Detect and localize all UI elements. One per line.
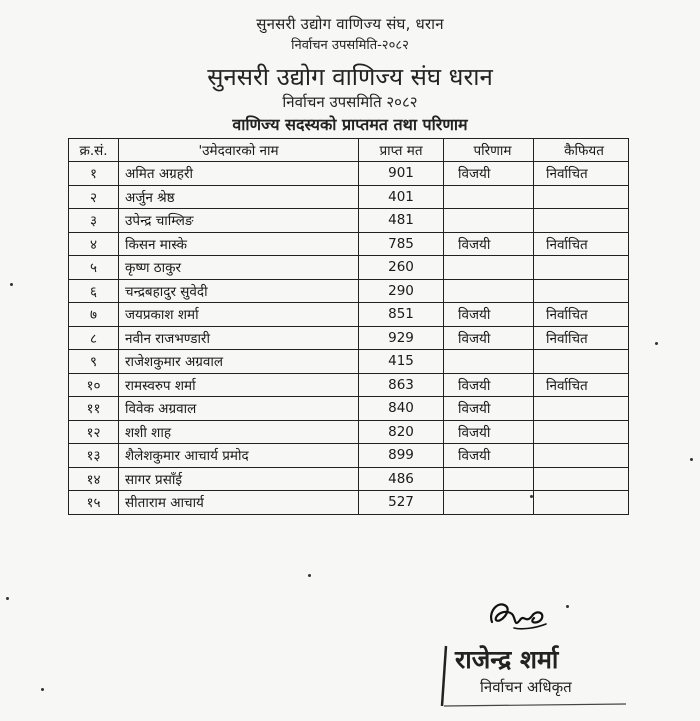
cell-result [444,256,534,280]
results-table [68,138,629,515]
cell-votes: 785 [359,232,444,256]
table-row [69,444,629,468]
scan-speck [41,688,44,691]
cell-candidate-name: जयप्रकाश शर्मा [119,303,359,327]
cell-result: विजयी [444,397,534,421]
table-row [69,185,629,209]
cell-remark [534,209,629,233]
cell-sn: ५ [69,256,119,280]
scan-speck [10,283,13,286]
cell-result [444,279,534,303]
cell-result: विजयी [444,303,534,327]
table-row [69,467,629,491]
cell-votes: 820 [359,420,444,444]
cell-remark: निर्वाचित [534,326,629,350]
subcommittee-title: निर्वाचन उपसमिति २०८२ [282,93,418,111]
cell-candidate-name: किसन मास्के [119,232,359,256]
cell-candidate-name: शैलेशकुमार आचार्य प्रमोद [119,444,359,468]
cell-votes: 401 [359,185,444,209]
table-header-row [69,139,629,162]
table-row [69,256,629,280]
cell-sn: ९ [69,350,119,374]
column-header-name: 'उमेदवारको नाम [119,139,359,162]
cell-sn: ६ [69,279,119,303]
cell-candidate-name: कृष्ण ठाकुर [119,256,359,280]
scan-speck [690,458,693,461]
cell-sn: ११ [69,397,119,421]
cell-candidate-name: रामस्वरुप शर्मा [119,373,359,397]
cell-remark [534,279,629,303]
cell-result: विजयी [444,420,534,444]
cell-candidate-name: नवीन राजभण्डारी [119,326,359,350]
table-row [69,326,629,350]
cell-sn: १२ [69,420,119,444]
table-row [69,420,629,444]
cell-sn: १ [69,162,119,186]
cell-sn: १५ [69,491,119,515]
cell-remark [534,444,629,468]
cell-candidate-name: अमित अग्रहरी [119,162,359,186]
cell-remark [534,420,629,444]
table-row [69,373,629,397]
cell-candidate-name: उपेन्द्र चाम्लिङ [119,209,359,233]
cell-votes: 260 [359,256,444,280]
table-row [69,279,629,303]
stamp-organization: सुनसरी उद्योग वाणिज्य संघ, धरान [256,15,444,33]
scan-speck [6,597,9,600]
cell-votes: 840 [359,397,444,421]
document-title: वाणिज्य सदस्यको प्राप्तमत तथा परिणाम [232,115,468,134]
cell-candidate-name: अर्जुन श्रेष्ठ [119,185,359,209]
table-row [69,397,629,421]
cell-result [444,350,534,374]
cell-sn: ३ [69,209,119,233]
cell-votes: 290 [359,279,444,303]
cell-remark: निर्वाचित [534,303,629,327]
cell-remark [534,350,629,374]
table-row [69,303,629,327]
column-header-sn: क्र.सं. [69,139,119,162]
signatory-role: निर्वाचन अधिकृत [480,678,572,696]
cell-sn: ७ [69,303,119,327]
cell-remark: निर्वाचित [534,162,629,186]
cell-remark [534,467,629,491]
cell-remark [534,256,629,280]
cell-result: विजयी [444,373,534,397]
cell-votes: 901 [359,162,444,186]
cell-result [444,209,534,233]
cell-result [444,185,534,209]
cell-votes: 486 [359,467,444,491]
cell-result [444,491,534,515]
organization-title: सुनसरी उद्योग वाणिज्य संघ धरान [207,63,493,91]
scan-speck [655,342,658,345]
cell-candidate-name: शशी शाह [119,420,359,444]
scan-speck [308,574,311,577]
cell-candidate-name: चन्द्रबहादुर सुवेदी [119,279,359,303]
cell-votes: 863 [359,373,444,397]
cell-remark [534,491,629,515]
cell-sn: ४ [69,232,119,256]
cell-sn: १० [69,373,119,397]
cell-remark: निर्वाचित [534,232,629,256]
cell-votes: 851 [359,303,444,327]
column-header-votes: प्राप्त मत [359,139,444,162]
cell-result: विजयी [444,444,534,468]
cell-votes: 929 [359,326,444,350]
column-header-remark: कैफियत [534,139,629,162]
stamp-subcommittee: निर्वाचन उपसमिति-२०८२ [291,38,409,53]
cell-result: विजयी [444,232,534,256]
cell-remark [534,185,629,209]
column-header-result: परिणाम [444,139,534,162]
table-row [69,232,629,256]
signatory-name: राजेन्द्र शर्मा [455,645,559,674]
cell-remark: निर्वाचित [534,373,629,397]
cell-remark [534,397,629,421]
cell-sn: १३ [69,444,119,468]
cell-sn: २ [69,185,119,209]
cell-result: विजयी [444,326,534,350]
cell-candidate-name: विवेक अग्रवाल [119,397,359,421]
cell-result: विजयी [444,162,534,186]
table-row [69,209,629,233]
table-row [69,491,629,515]
cell-sn: १४ [69,467,119,491]
cell-votes: 415 [359,350,444,374]
cell-candidate-name: राजेशकुमार अग्रवाल [119,350,359,374]
cell-votes: 527 [359,491,444,515]
cell-votes: 899 [359,444,444,468]
cell-sn: ८ [69,326,119,350]
table-row [69,162,629,186]
cell-votes: 481 [359,209,444,233]
cell-result [444,467,534,491]
table-row [69,350,629,374]
scan-speck [530,495,533,498]
cell-candidate-name: सीताराम आचार्य [119,491,359,515]
signature-scribble [484,594,554,634]
scan-speck [566,605,569,608]
cell-candidate-name: सागर प्रसाँई [119,467,359,491]
